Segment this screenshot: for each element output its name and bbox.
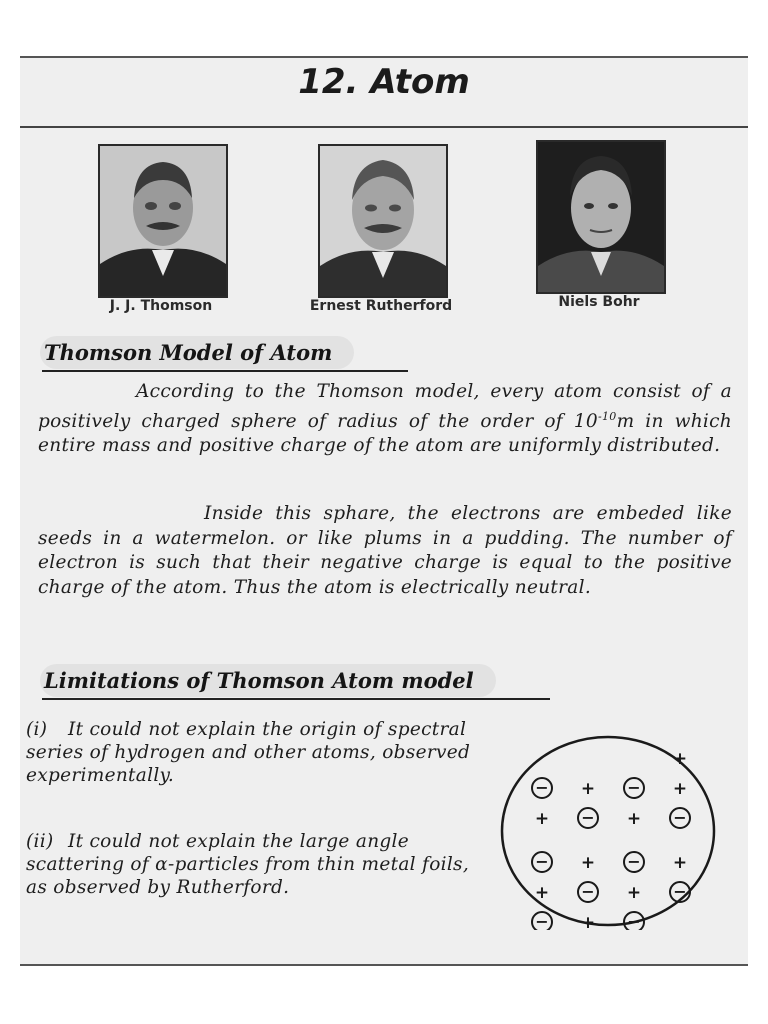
svg-text:−: −: [627, 852, 641, 871]
electron-symbol: [624, 852, 644, 872]
proton-symbol: +: [672, 853, 688, 873]
limitation-text-1: It could not explain the origin of spectral series of hydrogen and other atoms, observed experimentally.: [26, 719, 471, 786]
title-divider: [20, 126, 748, 128]
limitation-marker-1: (i): [26, 719, 48, 740]
proton-symbol: +: [534, 883, 550, 903]
exponent-power: -10: [597, 409, 617, 423]
svg-text:−: −: [535, 778, 549, 797]
plum-pudding-diagram: [496, 732, 720, 930]
exponent-base: 10: [573, 410, 598, 432]
caption-thomson: J. J. Thomson: [109, 298, 213, 314]
thomson-heading: Thomson Model of Atom: [40, 336, 354, 369]
svg-text:−: −: [581, 808, 595, 827]
portrait-rutherford-image: [320, 146, 446, 296]
svg-text:−: −: [535, 852, 549, 871]
limitation-item-1: [26, 718, 486, 787]
thomson-paragraph-1-a: According to the Thomson model, every atom consist of a positively charged sphere of radius of the order of: [38, 381, 732, 432]
electron-symbol: [578, 882, 598, 902]
portrait-thomson-image: [100, 146, 226, 296]
svg-text:−: −: [627, 778, 641, 797]
proton-symbol: +: [534, 809, 550, 829]
proton-symbol: +: [580, 779, 596, 799]
portrait-bohr: [536, 140, 666, 294]
portrait-rutherford: [318, 144, 448, 298]
proton-symbol: +: [626, 809, 642, 829]
limitations-heading-underline: [42, 698, 550, 700]
textbook-page: [20, 56, 748, 966]
thomson-paragraph-1-b: m in which entire mass and positive charge of the atom are uniformly distributed.: [38, 410, 733, 456]
limitation-marker-2: (ii): [26, 831, 54, 852]
thomson-paragraph-2: Inside this sphare, the electrons are embeded like seeds in a watermelon. or like plums in a pudding. The number of electron is such that their negative charge is equal to the positive charge of the atom. Thus the atom is electrically neutral.: [38, 503, 732, 598]
svg-text:−: −: [673, 808, 687, 827]
electron-symbol: [670, 808, 690, 828]
caption-rutherford: Ernest Rutherford: [309, 298, 453, 314]
svg-text:−: −: [673, 882, 687, 901]
proton-symbol: +: [672, 749, 688, 769]
proton-symbol: +: [672, 779, 688, 799]
svg-text:−: −: [581, 882, 595, 901]
thomson-paragraph-1: [38, 380, 732, 459]
proton-symbol: +: [580, 853, 596, 873]
electron-symbol: [532, 912, 552, 930]
limitations-heading: Limitations of Thomson Atom model: [40, 664, 496, 697]
electron-symbol: [578, 808, 598, 828]
limitation-item-2: [26, 830, 486, 899]
thomson-heading-underline: [42, 370, 408, 372]
electron-symbol: [624, 778, 644, 798]
electron-symbol: [532, 778, 552, 798]
electron-symbol: [532, 852, 552, 872]
svg-text:−: −: [535, 912, 549, 930]
portrait-thomson: [98, 144, 228, 298]
caption-bohr: Niels Bohr: [558, 294, 640, 310]
chapter-title: 12. Atom: [298, 62, 470, 102]
proton-symbol: +: [580, 913, 596, 930]
limitation-text-2: It could not explain the large angle scattering of α-particles from thin metal foils, as observed by Rutherford.: [26, 831, 470, 898]
proton-symbol: +: [626, 883, 642, 903]
portrait-bohr-image: [538, 142, 664, 292]
svg-text:−: −: [627, 912, 641, 930]
